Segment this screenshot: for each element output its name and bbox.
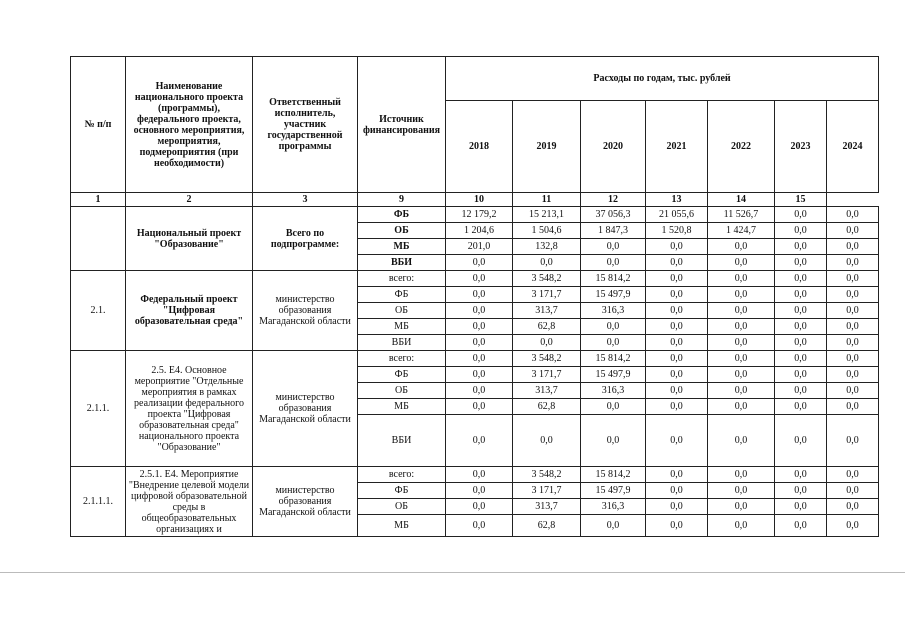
value-cell: 0,0 — [646, 515, 708, 537]
funding-source: ВБИ — [358, 415, 446, 467]
value-cell: 0,0 — [775, 223, 827, 239]
value-cell: 0,0 — [775, 287, 827, 303]
value-cell: 37 056,3 — [581, 207, 646, 223]
value-cell: 0,0 — [446, 271, 513, 287]
table-body — [71, 207, 879, 537]
funding-source: ОБ — [358, 499, 446, 515]
value-cell: 0,0 — [446, 383, 513, 399]
header-executor: Ответственный исполнитель, участник государственной программы — [253, 57, 358, 193]
value-cell: 316,3 — [581, 303, 646, 319]
value-cell: 0,0 — [708, 515, 775, 537]
funding-source: МБ — [358, 515, 446, 537]
header-source: Источник финансирования — [358, 57, 446, 193]
value-cell: 15 497,9 — [581, 287, 646, 303]
value-cell: 0,0 — [446, 255, 513, 271]
value-cell: 313,7 — [513, 383, 581, 399]
value-cell: 3 171,7 — [513, 287, 581, 303]
value-cell: 62,8 — [513, 319, 581, 335]
value-cell: 0,0 — [446, 287, 513, 303]
value-cell: 0,0 — [827, 499, 879, 515]
value-cell: 3 171,7 — [513, 483, 581, 499]
value-cell: 0,0 — [646, 415, 708, 467]
value-cell: 0,0 — [581, 319, 646, 335]
year-2019: 2019 — [513, 101, 581, 193]
item-name: 2.5.1. Е4. Мероприятие "Внедрение целевой модели цифровой образовательной среды в общеобразовательных организациях и — [126, 467, 253, 537]
value-cell: 3 548,2 — [513, 467, 581, 483]
funding-source: МБ — [358, 319, 446, 335]
budget-table — [70, 56, 879, 537]
value-cell: 0,0 — [708, 351, 775, 367]
value-cell: 0,0 — [708, 483, 775, 499]
value-cell: 0,0 — [775, 351, 827, 367]
value-cell: 15 814,2 — [581, 467, 646, 483]
value-cell: 0,0 — [775, 271, 827, 287]
funding-source: ФБ — [358, 207, 446, 223]
value-cell: 15 213,1 — [513, 207, 581, 223]
value-cell: 0,0 — [827, 335, 879, 351]
col-number: 2 — [126, 193, 253, 207]
col-number: 12 — [581, 193, 646, 207]
value-cell: 0,0 — [646, 239, 708, 255]
value-cell: 0,0 — [827, 415, 879, 467]
funding-source: всего: — [358, 271, 446, 287]
value-cell: 0,0 — [775, 367, 827, 383]
value-cell: 0,0 — [708, 415, 775, 467]
value-cell: 0,0 — [827, 383, 879, 399]
funding-source: МБ — [358, 399, 446, 415]
value-cell: 0,0 — [581, 515, 646, 537]
row-index: 2.1. — [71, 271, 126, 351]
value-cell: 0,0 — [775, 239, 827, 255]
value-cell: 0,0 — [708, 335, 775, 351]
col-number: 9 — [358, 193, 446, 207]
row-index: 2.1.1. — [71, 351, 126, 467]
value-cell: 3 548,2 — [513, 271, 581, 287]
value-cell: 12 179,2 — [446, 207, 513, 223]
header-num: № п/п — [71, 57, 126, 193]
funding-source: всего: — [358, 467, 446, 483]
value-cell: 1 424,7 — [708, 223, 775, 239]
year-2024: 2024 — [827, 101, 879, 193]
value-cell: 0,0 — [446, 399, 513, 415]
scan-divider — [0, 572, 905, 573]
value-cell: 0,0 — [708, 467, 775, 483]
executor: Всего по подпрограмме: — [253, 207, 358, 271]
value-cell: 0,0 — [827, 239, 879, 255]
header-expenses: Расходы по годам, тыс. рублей — [446, 57, 879, 101]
value-cell: 62,8 — [513, 399, 581, 415]
value-cell: 0,0 — [708, 287, 775, 303]
row-index: 2.1.1.1. — [71, 467, 126, 537]
value-cell: 0,0 — [827, 287, 879, 303]
value-cell: 313,7 — [513, 499, 581, 515]
value-cell: 0,0 — [646, 499, 708, 515]
header-name: Наименование национального проекта (программы), федерального проекта, основного мероприятия, мероприятия, подмероприятия (при необходимости) — [126, 57, 253, 193]
funding-source: МБ — [358, 239, 446, 255]
value-cell: 0,0 — [827, 515, 879, 537]
value-cell: 0,0 — [581, 239, 646, 255]
value-cell: 1 204,6 — [446, 223, 513, 239]
funding-source: ФБ — [358, 287, 446, 303]
value-cell: 0,0 — [646, 255, 708, 271]
row-index — [71, 207, 126, 271]
value-cell: 0,0 — [827, 399, 879, 415]
value-cell: 0,0 — [646, 319, 708, 335]
value-cell: 0,0 — [646, 399, 708, 415]
value-cell: 0,0 — [827, 255, 879, 271]
value-cell: 0,0 — [513, 335, 581, 351]
item-name: 2.5. Е4. Основное мероприятие "Отдельные мероприятия в рамках реализации федерального проекта "Цифровая образовательная среда" национального проекта "Образование" — [126, 351, 253, 467]
value-cell: 0,0 — [581, 255, 646, 271]
value-cell: 0,0 — [775, 467, 827, 483]
value-cell: 316,3 — [581, 383, 646, 399]
col-number: 13 — [646, 193, 708, 207]
col-number: 1 — [71, 193, 126, 207]
column-numbers-row — [71, 193, 879, 207]
value-cell: 0,0 — [708, 255, 775, 271]
value-cell: 0,0 — [646, 383, 708, 399]
value-cell: 15 814,2 — [581, 271, 646, 287]
value-cell: 0,0 — [646, 467, 708, 483]
value-cell: 0,0 — [708, 319, 775, 335]
value-cell: 0,0 — [827, 303, 879, 319]
value-cell: 0,0 — [646, 483, 708, 499]
value-cell: 313,7 — [513, 303, 581, 319]
executor: министерство образования Магаданской области — [253, 271, 358, 351]
value-cell: 0,0 — [827, 271, 879, 287]
value-cell: 0,0 — [708, 499, 775, 515]
table-row — [71, 467, 879, 483]
value-cell: 0,0 — [581, 415, 646, 467]
funding-source: ОБ — [358, 223, 446, 239]
funding-source: ВБИ — [358, 335, 446, 351]
value-cell: 0,0 — [775, 499, 827, 515]
value-cell: 0,0 — [708, 383, 775, 399]
col-number: 15 — [775, 193, 827, 207]
value-cell: 0,0 — [775, 303, 827, 319]
funding-source: ОБ — [358, 303, 446, 319]
value-cell: 0,0 — [708, 271, 775, 287]
item-name: Национальный проект "Образование" — [126, 207, 253, 271]
value-cell: 0,0 — [827, 367, 879, 383]
value-cell: 0,0 — [775, 383, 827, 399]
value-cell: 0,0 — [827, 351, 879, 367]
value-cell: 0,0 — [646, 287, 708, 303]
executor: министерство образования Магаданской области — [253, 467, 358, 537]
value-cell: 0,0 — [646, 335, 708, 351]
year-2018: 2018 — [446, 101, 513, 193]
value-cell: 0,0 — [581, 335, 646, 351]
value-cell: 0,0 — [827, 319, 879, 335]
item-name: Федеральный проект "Цифровая образовательная среда" — [126, 271, 253, 351]
value-cell: 0,0 — [827, 483, 879, 499]
table-row — [71, 271, 879, 287]
value-cell: 1 520,8 — [646, 223, 708, 239]
value-cell: 0,0 — [827, 467, 879, 483]
value-cell: 0,0 — [646, 367, 708, 383]
value-cell: 0,0 — [646, 303, 708, 319]
value-cell: 0,0 — [446, 415, 513, 467]
value-cell: 0,0 — [513, 415, 581, 467]
value-cell: 15 497,9 — [581, 483, 646, 499]
value-cell: 15 497,9 — [581, 367, 646, 383]
value-cell: 0,0 — [827, 223, 879, 239]
value-cell: 132,8 — [513, 239, 581, 255]
value-cell: 0,0 — [446, 367, 513, 383]
value-cell: 0,0 — [581, 399, 646, 415]
value-cell: 0,0 — [446, 499, 513, 515]
value-cell: 0,0 — [775, 483, 827, 499]
year-2021: 2021 — [646, 101, 708, 193]
funding-source: ОБ — [358, 383, 446, 399]
value-cell: 0,0 — [513, 255, 581, 271]
value-cell: 15 814,2 — [581, 351, 646, 367]
value-cell: 0,0 — [775, 415, 827, 467]
col-number: 3 — [253, 193, 358, 207]
col-number: 14 — [708, 193, 775, 207]
value-cell: 0,0 — [446, 335, 513, 351]
value-cell: 0,0 — [775, 335, 827, 351]
value-cell: 0,0 — [775, 515, 827, 537]
value-cell: 0,0 — [775, 319, 827, 335]
year-2023: 2023 — [775, 101, 827, 193]
value-cell: 0,0 — [775, 255, 827, 271]
value-cell: 0,0 — [775, 399, 827, 415]
value-cell: 0,0 — [708, 399, 775, 415]
value-cell: 0,0 — [446, 467, 513, 483]
col-number: 11 — [513, 193, 581, 207]
funding-source: ФБ — [358, 367, 446, 383]
value-cell: 0,0 — [827, 207, 879, 223]
value-cell: 201,0 — [446, 239, 513, 255]
executor: министерство образования Магаданской области — [253, 351, 358, 467]
value-cell: 0,0 — [446, 351, 513, 367]
value-cell: 316,3 — [581, 499, 646, 515]
table-row — [71, 351, 879, 367]
value-cell: 0,0 — [708, 239, 775, 255]
value-cell: 3 171,7 — [513, 367, 581, 383]
value-cell: 1 847,3 — [581, 223, 646, 239]
value-cell: 0,0 — [446, 319, 513, 335]
value-cell: 0,0 — [646, 351, 708, 367]
value-cell: 0,0 — [708, 303, 775, 319]
funding-source: ВБИ — [358, 255, 446, 271]
col-number: 10 — [446, 193, 513, 207]
year-2020: 2020 — [581, 101, 646, 193]
value-cell: 3 548,2 — [513, 351, 581, 367]
value-cell: 11 526,7 — [708, 207, 775, 223]
value-cell: 0,0 — [775, 207, 827, 223]
value-cell: 0,0 — [446, 483, 513, 499]
value-cell: 62,8 — [513, 515, 581, 537]
value-cell: 0,0 — [446, 303, 513, 319]
value-cell: 0,0 — [646, 271, 708, 287]
year-2022: 2022 — [708, 101, 775, 193]
value-cell: 1 504,6 — [513, 223, 581, 239]
funding-source: ФБ — [358, 483, 446, 499]
value-cell: 0,0 — [446, 515, 513, 537]
value-cell: 0,0 — [708, 367, 775, 383]
table-row — [71, 207, 879, 223]
funding-source: всего: — [358, 351, 446, 367]
value-cell: 21 055,6 — [646, 207, 708, 223]
